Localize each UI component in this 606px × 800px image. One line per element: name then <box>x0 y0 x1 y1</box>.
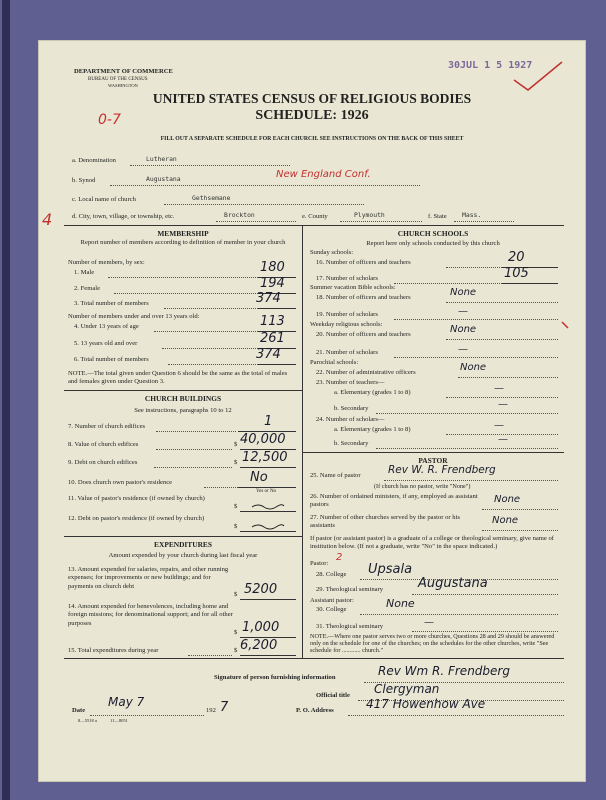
denomination-label: a. Denomination <box>72 157 116 164</box>
q9-label: 9. Debt on church edifices <box>68 459 138 466</box>
q24-label: 24. Number of scholars— <box>316 416 385 423</box>
form-title: UNITED STATES CENSUS OF RELIGIOUS BODIES <box>152 91 472 106</box>
yes-no-hint: Yes or No <box>256 489 277 494</box>
q18-value: None <box>450 287 477 298</box>
red-check-mark <box>510 58 566 94</box>
q27-value: None <box>492 515 519 526</box>
buildings-border <box>64 390 302 391</box>
q24a-value: — <box>494 420 504 431</box>
county-label: e. County <box>302 213 328 220</box>
q7-label: 7. Number of church edifices <box>68 423 146 430</box>
q29-value: Augustana <box>418 576 488 591</box>
q30-label: 30. College <box>316 606 347 613</box>
q12-label: 12. Debt on pastor's residence (if owned by church) <box>68 515 205 522</box>
q25-value: Rev W. R. Frendberg <box>388 464 496 476</box>
summer-label: Summer vacation Bible schools: <box>310 284 396 291</box>
q2-value: 194 <box>260 276 285 291</box>
q14-label: 14. Amount expended for benevolences, including home and foreign missions; for denominational support; and for all other purposes <box>68 603 233 627</box>
membership-intro: Report number of members according to definition of member in your church <box>80 239 286 246</box>
q8-dollar: $ <box>234 441 238 448</box>
membership-note: NOTE.—The total given under Question 6 should be the same as the total of males and females given under Question 3. <box>68 370 288 385</box>
q19-value: — <box>458 306 468 317</box>
census-schedule-page: DEPARTMENT OF COMMERCE BUREAU OF THE CENSUS WASHINGTON 30JUL 1 5 1927 UNITED STATES CENSUS OF RELIGIOUS BODIES SCHEDULE: 1926 0-7 FILL OUT A SEPARATE SCHEDULE FOR EACH CHURCH. SEE INSTRUCTIONS ON THE BACK OF THIS SHEET a. Denomination Lutheran b. Synod Augustana New England Conf. c. Local name of church Gethsemane 4 d. City, town, village, or township, etc. Brockton e. County Plymouth f. State Mass. MEMBERSHIP Report number of members according to definition of member in your church Number of members, by sex: 1. Male 180 2. Female 194 3. Total number of members 374 Number of members under and over 13 years old: 4. Under 13 years of age 113 5. 13 years old and over 261 6. Total number of members 374 NOTE.—The total given under Question 6 should be the same as the total of males and females given under Question 3. CHURCH BUILDINGS See instructions, paragraphs 10 to 12 7. Number of church edifices 1 8. Value of church edifices $ 40,000 9. Debt on church edifices $ 12,500 10. Does church own pastor's residence No Yes or No 11. Value of pastor's residence (if owned by church) $ 12. Debt on pastor's residence (if owned by church) $ EXPENDITURES Amount expended by your church during last fiscal year 13. Amount expended for salaries, repairs, and other running expenses; for improvements or new buildings; and for payments on church debt $ 5200 14. Amount expended for benevolences, including home and foreign missions; for denominational support; and for all other purposes $ 1,000 15. Total expenditures during year $ 6,200 CHURCH SCHOOLS Report here only schools conducted by this church Sunday schools: 16. Number of officers and teachers 20 17. Number of scholars 105 Summer vacation Bible schools: 18. Number of officers and teachers None 19. Number of scholars — Weekday religious schools: 20. Number of officers and teachers None 21. Number of scholars — Parochial schools: 22. Number of administrative officers None 23. Number of teachers— a. Elementary (grades 1 to 8) — b. Secondary — 24. Number of scholars— a. Elementary (grades 1 to 8) — b. Secondary — PASTOR 25. Name of pastor Rev W. R. Frendberg (If church has no pastor, write "None") 26. Number of ordained ministers, if any, employed as assistant pastors None 27. Number of other churches served by the pastor or his assistants None If pastor (or assistant pastor) is a graduate of a college or theological seminary, give name of institution below. (If not a graduate, write "No" in the space indicated.) Pastor: 2 28. College Upsala 29. Theological seminary Augustana Assistant pastor: 30. College None 31. Theological seminary — NOTE.—Where one pastor serves two or more churches, Questions 28 and 29 should be answered only on the schedule for one of the churches; on the schedules for the other churches, write "See schedule for ............ church." Signature of person furnishing information Rev Wm R. Frendberg Official title Clergyman Date May 7 192 7 8—5518 a 11—8051 P. O. Address 417 Howenhow Ave <box>38 40 586 782</box>
synod-value: Augustana <box>146 175 181 183</box>
q11-label: 11. Value of pastor's residence (if owned by church) <box>68 495 205 502</box>
q12-scribble <box>250 522 286 530</box>
q8-label: 8. Value of church edifices <box>68 441 139 448</box>
state-value: Mass. <box>462 211 482 219</box>
state-label: f. State <box>428 213 447 220</box>
address-label: P. O. Address <box>296 707 334 714</box>
section-border-bottom <box>64 658 564 659</box>
q6-label: 6. Total number of members <box>74 356 149 363</box>
q23a-label: a. Elementary (grades 1 to 8) <box>334 389 411 396</box>
q7-value: 1 <box>264 414 273 429</box>
official-title-label: Official title <box>316 692 350 699</box>
q22-label: 22. Number of administrative officers <box>316 369 416 376</box>
pastor-border <box>302 452 564 453</box>
q17-label: 17. Number of scholars <box>316 275 378 282</box>
q23-label: 23. Number of teachers— <box>316 379 385 386</box>
q31-value: — <box>424 617 434 628</box>
city-value: Brockton <box>224 211 255 219</box>
q13-label: 13. Amount expended for salaries, repairs, and other running expenses; for improvements or new buildings; and for payments on church debt <box>68 566 229 590</box>
q21-value: — <box>458 344 468 355</box>
weekday-label: Weekday religious schools: <box>310 321 383 328</box>
q26-label: 26. Number of ordained ministers, if any, employed as assistant pastors <box>310 493 478 508</box>
q24a-label: a. Elementary (grades 1 to 8) <box>334 426 411 433</box>
binder-edge <box>2 0 10 800</box>
address-value: 417 Howenhow Ave <box>366 697 486 711</box>
q22-value: None <box>460 362 487 373</box>
assistant-label: Assistant pastor: <box>310 597 354 604</box>
column-divider <box>302 225 303 658</box>
q9-value: 12,500 <box>242 450 288 465</box>
date-label: Date <box>72 707 86 714</box>
bureau-name: BUREAU OF THE CENSUS <box>88 77 148 82</box>
q14-value: 1,000 <box>242 620 280 635</box>
q15-dollar: $ <box>234 647 238 654</box>
buildings-title: CHURCH BUILDINGS <box>144 394 222 403</box>
q5-value: 261 <box>260 331 285 346</box>
signature-label: Signature of person furnishing information <box>214 674 336 681</box>
synod-label: b. Synod <box>72 177 96 184</box>
year-handwritten: 7 <box>220 700 229 715</box>
by-sex-label: Number of members, by sex: <box>68 259 145 266</box>
q13-dollar: $ <box>234 591 238 598</box>
expenditures-border <box>64 536 302 537</box>
received-stamp: 30JUL 1 5 1927 <box>448 60 533 71</box>
parochial-label: Parochial schools: <box>310 359 359 366</box>
q10-value: No <box>250 470 268 485</box>
q4-value: 113 <box>260 314 285 329</box>
q3-label: 3. Total number of members <box>74 300 149 307</box>
dept-name: DEPARTMENT OF COMMERCE <box>74 68 173 75</box>
q16-value: 20 <box>508 250 525 265</box>
form-instruction: FILL OUT A SEPARATE SCHEDULE FOR EACH CHURCH. SEE INSTRUCTIONS ON THE BACK OF THIS SHEET <box>160 136 464 142</box>
q16-label: 16. Number of officers and teachers <box>316 259 411 266</box>
buildings-intro: See instructions, paragraphs 10 to 12 <box>134 407 232 414</box>
q24b-value: — <box>498 434 508 445</box>
signature-value: Rev Wm R. Frendberg <box>378 664 510 678</box>
expenditures-intro: Amount expended by your church during last fiscal year <box>108 552 258 559</box>
q20-label: 20. Number of officers and teachers <box>316 331 411 338</box>
q5-label: 5. 13 years old and over <box>74 340 138 347</box>
q25-hint: (If church has no pastor, write "None") <box>374 483 471 490</box>
q27-label: 27. Number of other churches served by the pastor or his assistants <box>310 514 460 529</box>
q15-value: 6,200 <box>240 638 278 653</box>
age-label: Number of members under and over 13 years old: <box>68 313 200 320</box>
section-border-top <box>64 225 564 226</box>
pastor-title: PASTOR <box>418 456 448 465</box>
q10-label: 10. Does church own pastor's residence <box>68 479 173 486</box>
church-name-value: Gethsemane <box>192 194 231 202</box>
q24b-label: b. Secondary <box>334 440 369 447</box>
college-note: If pastor (or assistant pastor) is a graduate of a college or theological seminary, give name of institution below. (If not a graduate, write "No" in the space indicated.) <box>310 535 555 550</box>
q23b-label: b. Secondary <box>334 405 369 412</box>
q13-value: 5200 <box>244 582 278 597</box>
q30-value: None <box>386 597 415 610</box>
q1-value: 180 <box>260 260 285 275</box>
expenditures-title: EXPENDITURES <box>154 540 212 549</box>
membership-title: MEMBERSHIP <box>157 229 209 238</box>
date-value: May 7 <box>108 695 145 709</box>
q1-label: 1. Male <box>74 269 95 276</box>
q31-label: 31. Theological seminary <box>316 623 384 630</box>
red-tick-mark <box>560 318 572 332</box>
q18-label: 18. Number of officers and teachers <box>316 294 411 301</box>
q4-label: 4. Under 13 years of age <box>74 323 139 330</box>
city-name: WASHINGTON <box>108 83 138 88</box>
red-annotation: 0-7 <box>98 112 121 128</box>
church-name-label: c. Local name of church <box>72 196 136 203</box>
q17-value: 105 <box>504 266 529 281</box>
q26-value: None <box>494 494 521 505</box>
city-label: d. City, town, village, or township, etc. <box>72 213 175 220</box>
q6-value: 374 <box>256 347 281 362</box>
synod-handwritten: New England Conf. <box>276 169 371 180</box>
q11-dollar: $ <box>234 503 238 510</box>
q25-label: 25. Name of pastor <box>310 472 361 479</box>
q23a-value: — <box>494 383 504 394</box>
county-value: Plymouth <box>354 211 385 219</box>
denomination-value: Lutheran <box>146 155 177 163</box>
q3-value: 374 <box>256 291 281 306</box>
schedule-year: SCHEDULE: 1926 <box>255 108 369 123</box>
sunday-label: Sunday schools: <box>310 249 354 256</box>
red-margin-mark: 4 <box>42 210 53 229</box>
q28-label: 28. College <box>316 571 347 578</box>
q9-dollar: $ <box>234 459 238 466</box>
q23b-value: — <box>498 399 508 410</box>
q28-value: Upsala <box>368 562 413 577</box>
q15-label: 15. Total expenditures during year <box>68 647 159 654</box>
schools-intro: Report here only schools conducted by this church <box>366 240 500 247</box>
pastor-sub-label: Pastor: <box>310 560 329 567</box>
q14-dollar: $ <box>234 629 238 636</box>
form-number: 8—5518 a <box>78 718 97 723</box>
q8-value: 40,000 <box>240 432 286 447</box>
q11-scribble <box>250 502 286 510</box>
schools-title: CHURCH SCHOOLS <box>397 229 469 238</box>
official-title-value: Clergyman <box>374 682 440 696</box>
pastor-note: NOTE.—Where one pastor serves two or more churches, Questions 28 and 29 should be answered only on the schedule for one of the churches; on the schedules for the other churches, write "See schedule for ............ church." <box>310 633 555 655</box>
q19-label: 19. Number of scholars <box>316 311 378 318</box>
form-number-2: 11—8051 <box>110 718 128 723</box>
year-printed: 192 <box>206 707 216 714</box>
q21-label: 21. Number of scholars <box>316 349 378 356</box>
q29-label: 29. Theological seminary <box>316 586 384 593</box>
q12-dollar: $ <box>234 523 238 530</box>
q20-value: None <box>450 324 477 335</box>
q2-label: 2. Female <box>74 285 101 292</box>
